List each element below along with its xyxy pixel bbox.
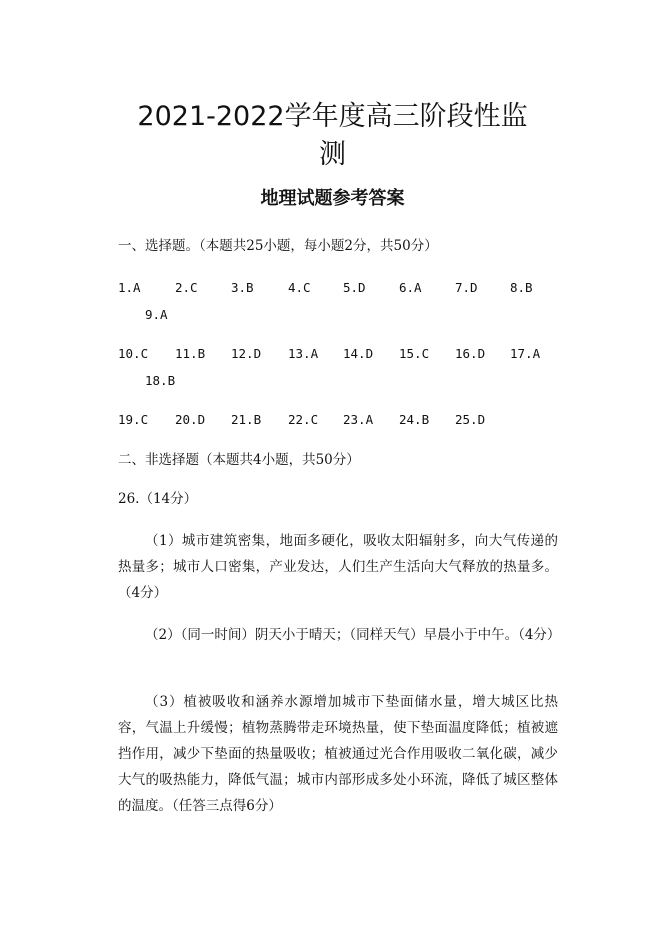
answer-7: 7.D: [455, 280, 478, 295]
answer-24: 24.B: [399, 412, 430, 427]
answer-15: 15.C: [399, 346, 430, 361]
answer-5: 5.D: [343, 280, 366, 295]
subtitle: 地理试题参考答案: [260, 188, 405, 209]
answer-18: 18.B: [145, 373, 176, 388]
answer-9: 9.A: [145, 307, 168, 322]
section-2-heading: 二、非选择题（本题共4小题，共50分）: [118, 452, 360, 468]
title-line-1: 2021-2022学年度高三阶段性监: [137, 101, 528, 132]
section-1-heading: 一、选择题。（本题共25小题，每小题2分，共50分）: [118, 238, 438, 254]
question-26-part-3: （3）植被吸收和涵养水源增加城市下垫面储水量，增大城区比热容，气温上升缓慢；植物蒸腾带走环境热量，使下垫面温度降低；植被遮挡作用，减少下垫面的热量吸收；植被通过光合作用吸收二氧化碳，减少大气的吸热能力，降低气温；城市内部形成多处小环流，降低了城区整体的温度。（任答三点得6分）: [118, 694, 558, 814]
answer-19: 19.C: [118, 412, 149, 427]
answer-11: 11.B: [175, 346, 206, 361]
answer-25: 25.D: [455, 412, 486, 427]
answer-17: 17.A: [510, 346, 541, 361]
question-26-part-2: （2）（同一时间）阴天小于晴天；（同样天气）早晨小于中午。（4分）: [145, 627, 561, 643]
answer-16: 16.D: [455, 346, 486, 361]
answer-8: 8.B: [510, 280, 533, 295]
answer-10: 10.C: [118, 346, 149, 361]
answer-1: 1.A: [118, 280, 141, 295]
question-26-part-1: （1）城市建筑密集，地面多硬化，吸收太阳辐射多，向大气传递的热量多；城市人口密集，产业发达，人们生产生活向大气释放的热量多。（4分）: [118, 533, 558, 601]
answer-4: 4.C: [288, 280, 311, 295]
answer-21: 21.B: [231, 412, 262, 427]
answer-23: 23.A: [343, 412, 374, 427]
answer-3: 3.B: [231, 280, 254, 295]
title-line-2: 测: [319, 139, 346, 170]
answer-13: 13.A: [288, 346, 319, 361]
answer-12: 12.D: [231, 346, 262, 361]
answer-22: 22.C: [288, 412, 319, 427]
question-26-heading: 26.（14分）: [118, 491, 198, 507]
answer-6: 6.A: [399, 280, 422, 295]
answer-14: 14.D: [343, 346, 374, 361]
answer-2: 2.C: [175, 280, 198, 295]
answer-20: 20.D: [175, 412, 206, 427]
